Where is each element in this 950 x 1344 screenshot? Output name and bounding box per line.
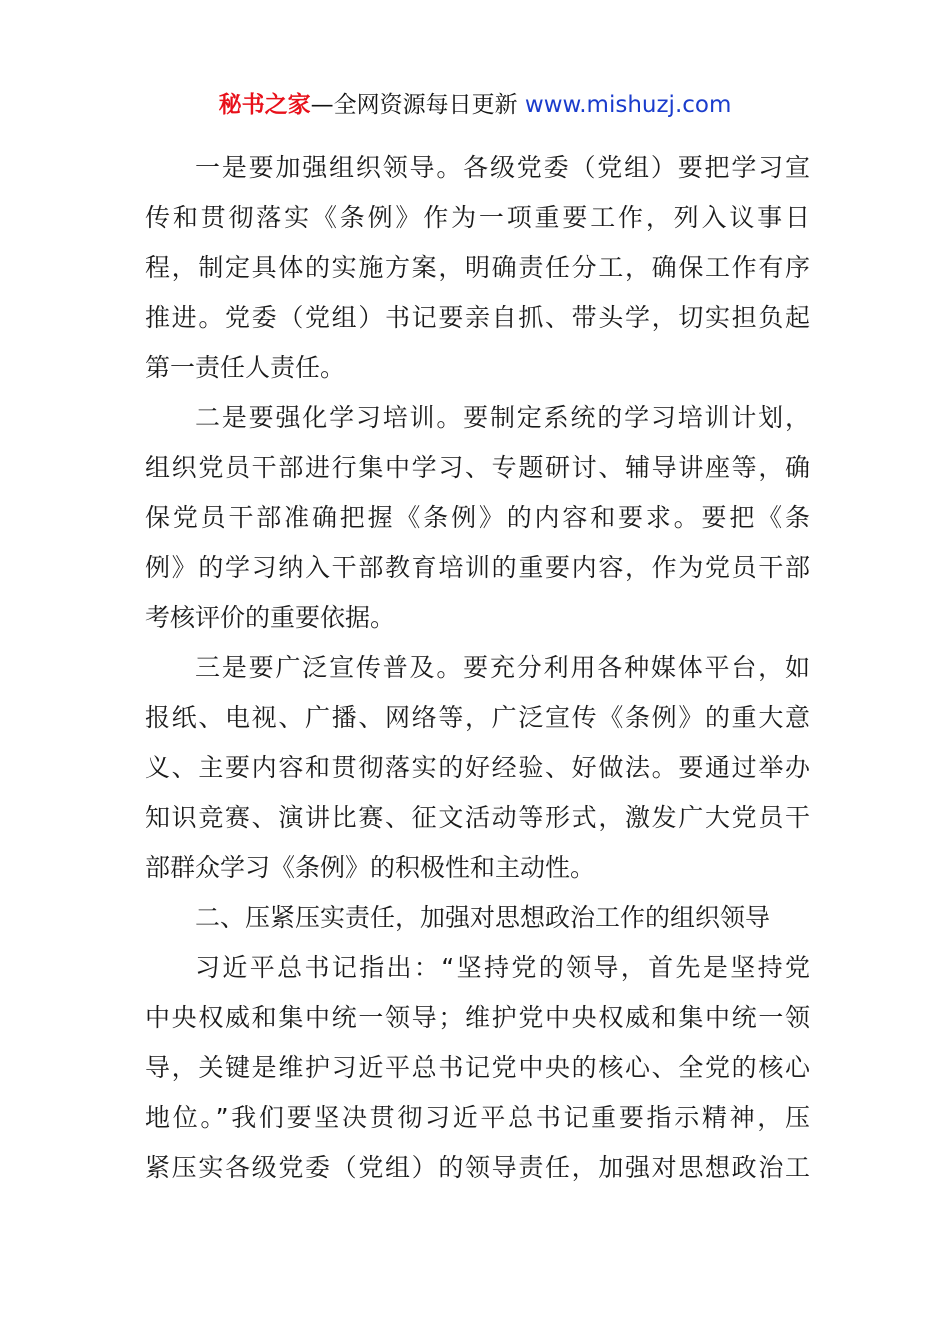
paragraph-1	[145, 143, 810, 393]
paragraph-4	[145, 943, 810, 1193]
text-line: 保党员干部准确把握《条例》的内容和要求。要把《条	[145, 503, 810, 532]
text-line: 知识竞赛、演讲比赛、征文活动等形式，激发广大党员干	[145, 803, 810, 832]
text-line: 组织党员干部进行集中学习、专题研讨、辅导讲座等，确	[145, 453, 810, 482]
text-line: 三是要广泛宣传普及。要充分利用各种媒体平台，如	[195, 653, 810, 682]
section-heading-text: 二、压紧压实责任，加强对思想政治工作的组织领导	[195, 903, 771, 932]
site-url[interactable]: www.mishuzj.com	[524, 92, 732, 118]
text-line: 中央权威和集中统一领导；维护党中央权威和集中统一领	[145, 1003, 810, 1032]
paragraph-3	[145, 643, 810, 893]
text-line: 报纸、电视、广播、网络等，广泛宣传《条例》的重大意	[145, 703, 810, 732]
text-line: 二是要强化学习培训。要制定系统的学习培训计划，	[195, 403, 810, 432]
text-line: 传和贯彻落实《条例》作为一项重要工作，列入议事日	[145, 203, 810, 232]
text-line: 紧压实各级党委（党组）的领导责任，加强对思想政治工	[145, 1153, 810, 1182]
text-line: 导，关键是维护习近平总书记党中央的核心、全党的核心	[145, 1053, 810, 1082]
text-line: 地位。”我们要坚决贯彻习近平总书记重要指示精神，压	[145, 1103, 810, 1132]
text-line: 一是要加强组织领导。各级党委（党组）要把学习宣	[195, 153, 810, 182]
text-line: 部群众学习《条例》的积极性和主动性。	[145, 853, 596, 882]
site-brand: 秘书之家	[218, 92, 311, 118]
document-body	[145, 143, 810, 1193]
site-header	[0, 88, 950, 122]
paragraph-2	[145, 393, 810, 643]
text-line: 推进。党委（党组）书记要亲自抓、带头学，切实担负起	[145, 303, 810, 332]
text-line: 第一责任人责任。	[145, 353, 346, 382]
text-line: 考核评价的重要依据。	[145, 603, 396, 632]
section-heading	[145, 893, 810, 943]
text-line: 习近平总书记指出：“坚持党的领导，首先是坚持党	[195, 953, 810, 982]
text-line: 义、主要内容和贯彻落实的好经验、好做法。要通过举办	[145, 753, 810, 782]
text-line: 例》的学习纳入干部教育培训的重要内容，作为党员干部	[145, 553, 810, 582]
text-line: 程，制定具体的实施方案，明确责任分工，确保工作有序	[145, 253, 810, 282]
site-tagline: —全网资源每日更新	[310, 92, 525, 118]
